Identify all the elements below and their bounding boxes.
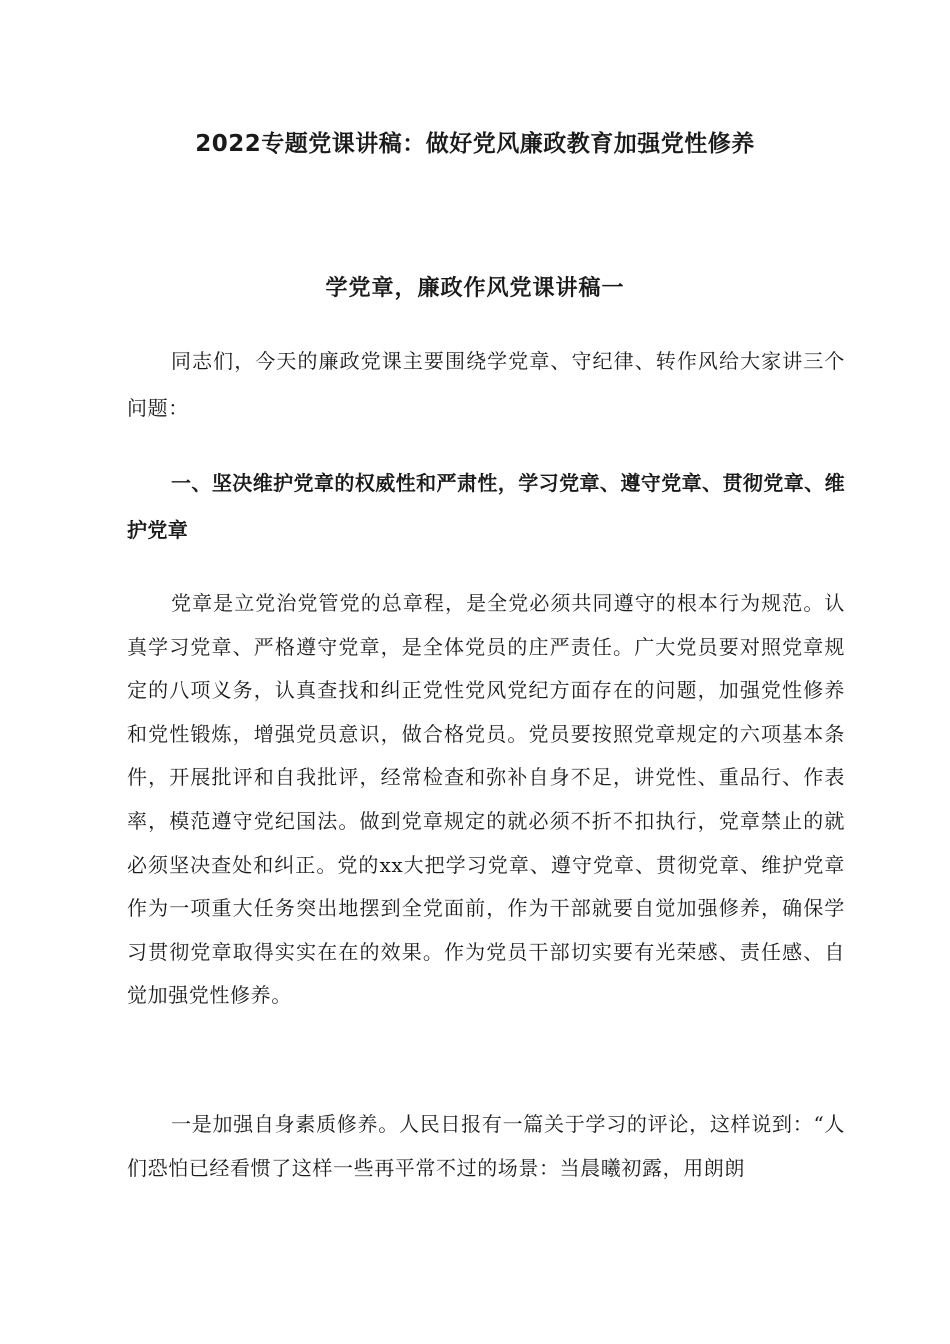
section-heading-1: 一、坚决维护党章的权威性和严肃性，学习党章、遵守党章、贯彻党章、维护党章 — [127, 471, 845, 542]
document-title: 2022专题党课讲稿：做好党风廉政教育加强党性修养 — [195, 131, 755, 157]
intro-paragraph: 同志们，今天的廉政党课主要围绕学党章、守纪律、转作风给大家讲三个问题： — [127, 349, 845, 420]
section-title: 学党章，廉政作风党课讲稿一 — [325, 275, 625, 301]
body-paragraph-1: 党章是立党治党管党的总章程，是全党必须共同遵守的根本行为规范。认真学习党章、严格遵守党章，是全体党员的庄严责任。广大党员要对照党章规定的八项义务，认真查找和纠正党性党风党纪方面存在的问题，加强党性修养和党性锻炼，增强党员意识，做合格党员。党员要按照党章规定的六项基本条件，开展批评和自我批评，经常检查和弥补自身不足，讲党性、重品行、作表率，模范遵守党纪国法。做到党章规定的就必须不折不扣执行，党章禁止的就必须坚决查处和纠正。党的xx大把学习党章、遵守党章、贯彻党章、维护党章作为一项重大任务突出地摆到全党面前，作为干部就要自觉加强修养，确保学习贯彻党章取得实实在在的效果。作为党员干部切实要有光荣感、责任感、自觉加强党性修养。 — [127, 591, 845, 1008]
body-paragraph-2: 一是加强自身素质修养。人民日报有一篇关于学习的评论，这样说到：“人们恐怕已经看惯了这样一些再平常不过的场景：当晨曦初露，用朗朗 — [127, 1112, 845, 1180]
